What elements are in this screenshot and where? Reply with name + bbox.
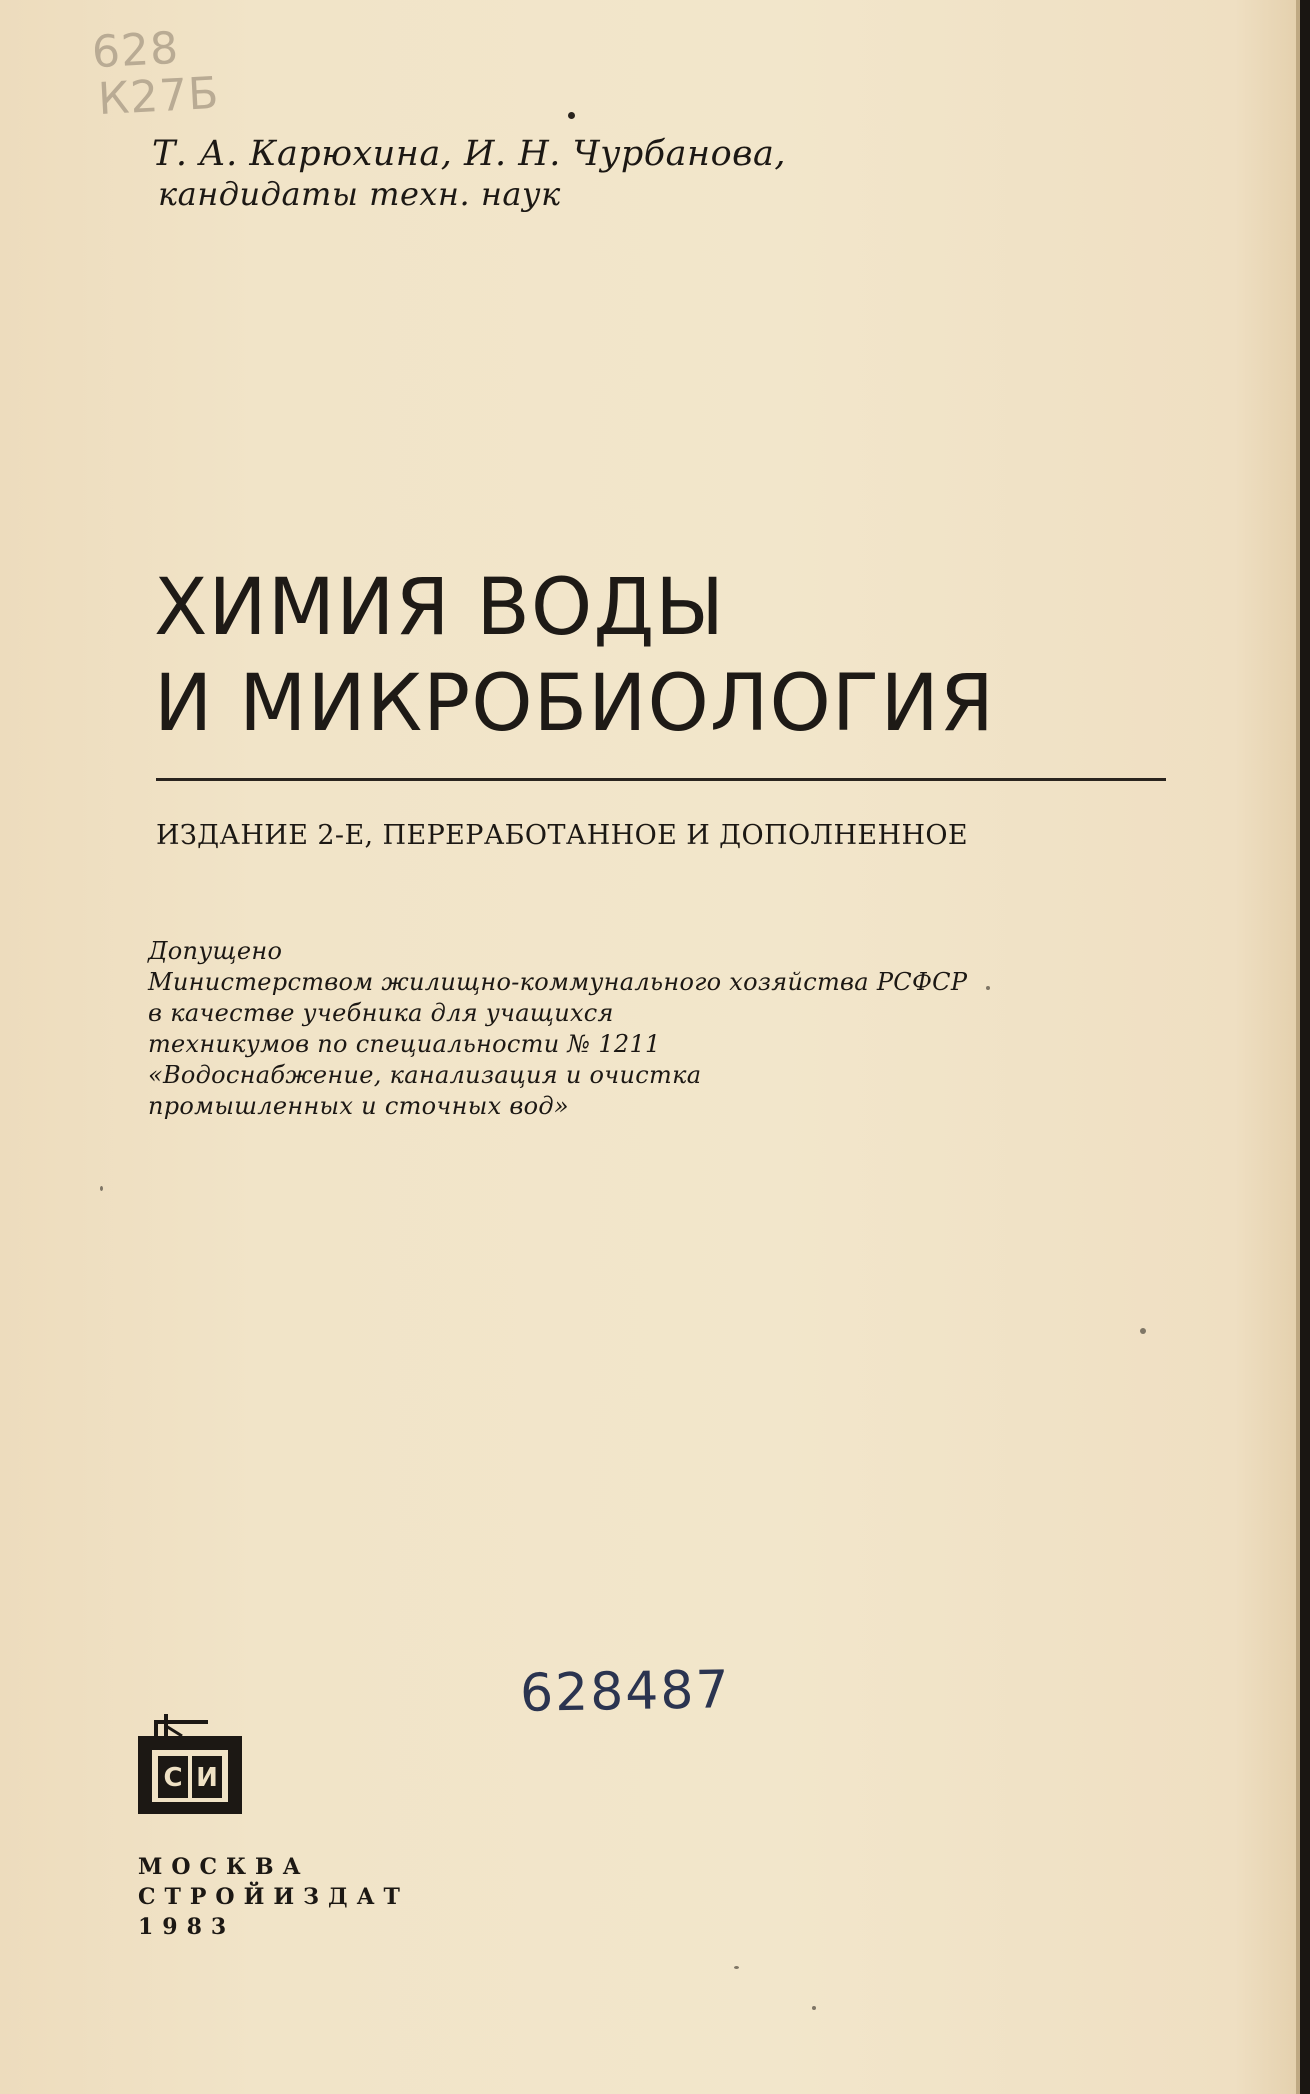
imprint-year: 1983 (138, 1914, 236, 1940)
imprint-publisher: СТРОЙИЗДАТ (138, 1884, 409, 1910)
handwritten-inventory-number: 628487 (519, 1660, 732, 1724)
paper-speck (812, 2006, 816, 2010)
imprint-city: МОСКВА (138, 1854, 310, 1880)
approval-line: техникумов по специальности № 1211 (148, 1030, 661, 1058)
book-title-line-2: И МИКРОБИОЛОГИЯ (154, 659, 996, 749)
approval-line: в качестве учебника для учащихся (148, 999, 614, 1027)
paper-speck (986, 986, 990, 990)
approval-line: Допущено (148, 937, 283, 965)
approval-line: Министерством жилищно-коммунального хозяйства РСФСР (148, 968, 968, 996)
paper-speck (734, 1966, 739, 1969)
authors-block (152, 134, 786, 214)
author-degree: кандидаты техн. наук (158, 175, 561, 213)
paper-speck (1140, 1328, 1146, 1334)
handwritten-author-code: К27Б (96, 67, 221, 126)
edition-statement: ИЗДАНИЕ 2-Е, ПЕРЕРАБОТАННОЕ И ДОПОЛНЕННОЕ (156, 820, 969, 851)
approval-notice (148, 936, 967, 1122)
author-names: Т. А. Карюхина, И. Н. Чурбанова, (152, 134, 787, 174)
book-title (154, 560, 995, 752)
approval-line: промышленных и сточных вод» (148, 1092, 569, 1120)
book-title-line-1: ХИМИЯ ВОДЫ (154, 563, 726, 653)
paper-speck (100, 1186, 103, 1191)
svg-text:И: И (196, 1763, 218, 1793)
svg-text:С: С (163, 1763, 183, 1793)
publisher-logo-icon (136, 1714, 244, 1818)
title-divider (156, 778, 1166, 781)
imprint-block (138, 1852, 409, 1942)
page-edge (1300, 0, 1310, 2094)
ink-dot (568, 112, 575, 119)
approval-line: «Водоснабжение, канализация и очистка (148, 1061, 702, 1089)
handwritten-shelf-code: 628 (90, 22, 181, 79)
